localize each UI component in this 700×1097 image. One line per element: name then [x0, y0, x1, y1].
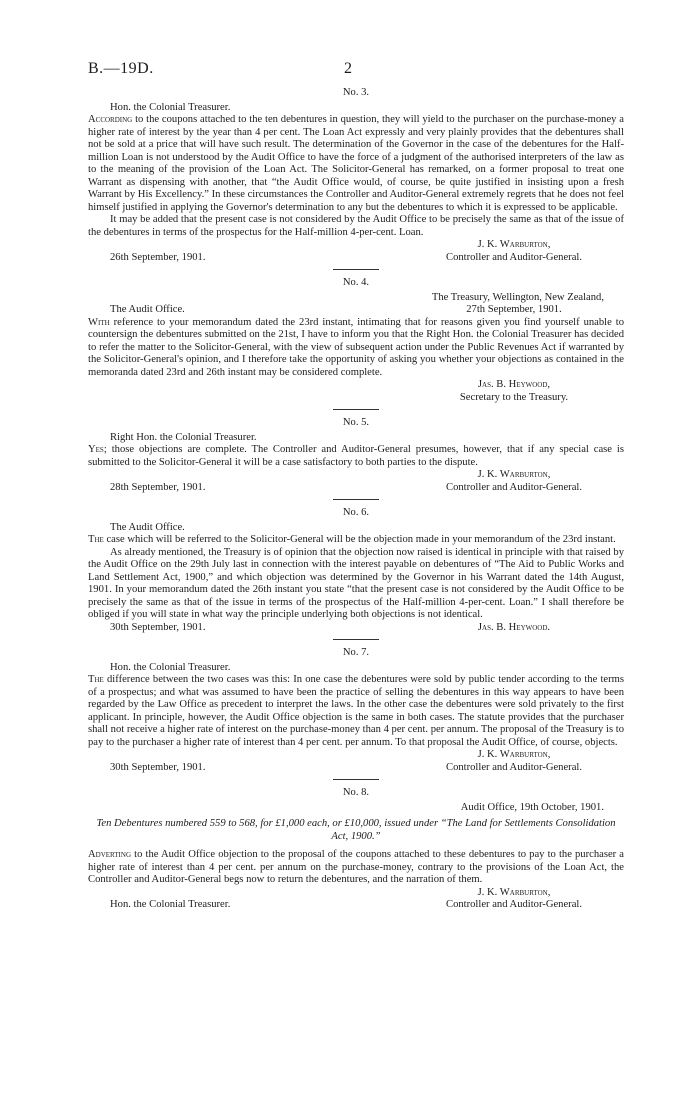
section-no-6: [88, 507, 624, 640]
section-no-3: [88, 87, 624, 270]
signature-block: [88, 622, 624, 635]
page-number: 2: [344, 60, 352, 77]
section-no-8: [88, 787, 624, 912]
section-divider: [333, 499, 379, 500]
section-divider: [333, 779, 379, 780]
signer-name: Jas. B. Heywood,: [477, 379, 551, 390]
signer-name: J. K. Warburton,: [477, 239, 551, 250]
addressee: Hon. the Colonial Treasurer.: [110, 101, 231, 113]
paragraph: [88, 114, 624, 214]
signer-title: Controller and Auditor-General.: [446, 899, 582, 910]
section-divider: [333, 269, 379, 270]
signer-title: Controller and Auditor-General.: [446, 251, 582, 263]
signer-title: Secretary to the Treasury.: [459, 391, 569, 403]
paragraph-text: to the coupons attached to the ten debentures in question, they will yield to the purchaser on the purchase-money a higher rate of interest by the year than 4 per cent. The Loan Act expressly and very plainly provides that the debentures shall not be sold at a price that will have such result. The determination of the Governor in the case of the debentures for the Half-million Loan is not understood by the Audit Office to have the force of a judgment of the authorised interpreters of the law as to the meaning of the provision of the Loan Act. The Solicitor-General has remarked, on a former proposal to treat one Warrant as dispensing with another, that “the Audit Office would, of course, be quite justified in insisting upon a fresh Warrant by His Excellency.” In these circumstances the Controller and Auditor-General extremely regrets that he does not feel himself justified in applying the Governor's determination to any but the debentures to which it is expressed to be applicable.: [88, 114, 624, 213]
document-body: [88, 86, 624, 912]
section-number: No. 4.: [342, 277, 370, 288]
place-date-line: Audit Office, 19th October, 1901.: [460, 801, 604, 813]
lead-word: Yes: [88, 444, 104, 455]
date-line: 30th September, 1901.: [110, 761, 206, 773]
paragraph-text: case which will be referred to the Solicitor-General will be the objection made in your memorandum of the 23rd instant.: [106, 534, 616, 545]
signer-name: J. K. Warburton,: [477, 469, 551, 480]
lead-word: Adverting: [88, 849, 132, 860]
section-divider: [333, 409, 379, 410]
addressee: The Audit Office.: [110, 304, 185, 315]
paragraph: As already mentioned, the Treasury is of opinion that the objection now raised is identical in principle with that raised by the Audit Office on the 29th July last in connection with the interest payable on debentures of “The Aid to Public Works and Land Settlement Act, 1900,” and which objection was determined by the Governor in his Warrant dated the 14th August, 1901. In your memorandum dated the 26th instant you state “that the present case is not considered by the Audit Office to be precisely the same as that of the issue in terms of the prospectus of the Half-million 4-per-cent. Loan.” I shall therefore be obliged if you will state in what way the principle underlying both objections is not identical.: [88, 546, 624, 620]
place-line: The Treasury, Wellington, New Zealand,: [431, 291, 604, 303]
section-number: No. 7.: [342, 647, 370, 658]
signer-title: Controller and Auditor-General.: [446, 761, 582, 773]
addressee: Hon. the Colonial Treasurer.: [110, 661, 231, 673]
page-header: [88, 60, 628, 80]
section-no-7: [88, 647, 624, 780]
memo-title: Ten Debentures numbered 559 to 568, for £1,000 each, or £10,000, issued under “The Land for Settlements Consolidation Act, 1900.”: [96, 818, 616, 842]
paragraph: [88, 674, 624, 749]
signer-name: J. K. Warburton,: [477, 749, 551, 760]
paragraph: [88, 444, 624, 469]
document-reference: B.—19D.: [88, 60, 154, 77]
paragraph: [88, 849, 624, 887]
date-line: 30th September, 1901.: [110, 621, 206, 633]
signature-block: [88, 749, 624, 774]
date-line: 28th September, 1901.: [110, 481, 206, 493]
lead-word: The: [88, 674, 104, 685]
addressee: The Audit Office.: [110, 521, 185, 533]
addressee: Right Hon. the Colonial Treasurer.: [110, 431, 257, 443]
section-no-5: [88, 417, 624, 500]
lead-word: With: [88, 316, 110, 328]
addressee: Hon. the Colonial Treasurer.: [110, 899, 231, 910]
paragraph-text: difference between the two cases was this: In one case the debentures were sold by public tender according to the terms of a prospectus; and what was assumed to have been the practice of selling the debentures in this way appears to have been regarded by the Law Office as precedent to interpret the laws. In the other case the debentures were sold privately to the first applicant. In principle, however, the Audit Office objection is the same in both cases. The statute provides that the purchaser shall not receive a higher rate of interest on the purchase-money than 4 per cent. per annum. The proposal of the Treasury is to pay to the purchaser a higher rate of interest than 4 per cent. per annum. To that proposal the Audit Office, of course, objects.: [88, 674, 624, 748]
signer-title: Controller and Auditor-General.: [446, 481, 582, 493]
lead-word: The: [88, 534, 104, 545]
signer-name: J. K. Warburton,: [477, 886, 551, 898]
section-divider: [333, 639, 379, 640]
signature-block: [88, 239, 624, 264]
paragraph-text: reference to your memorandum dated the 23rd instant, intimating that for reasons given you find yourself unable to countersign the debentures submitted on the 21st, I have to inform you that the Right Hon. the Colonial Treasurer has decided to refer the matter to the Solicitor-General, with the view of subsequent action under the Public Revenues Act if warranted by the Solicitor-General's opinion, and I therefore take the opportunity of asking you whether your objections as contained in the memoranda dated 23rd and 26th instant may be considered complete.: [88, 316, 624, 378]
paragraph-text: to the Audit Office objection to the proposal of the coupons attached to these debentures to pay to the purchaser a higher rate of interest than 4 per cent. per annum on the purchase-money, contrary to the provisions of the Loan Act, the Controller and Auditor-General begs now to return the debentures, and the narration of them.: [88, 849, 625, 885]
date-line: 27th September, 1901.: [466, 304, 562, 315]
section-number: No. 6.: [342, 507, 370, 518]
signer-name: Jas. B. Heywood.: [477, 621, 551, 633]
paragraph-text: ; those objections are complete. The Controller and Auditor-General presumes, however, that if any special case is submitted to the Solicitor-General it will be a case satisfactory to both parties to the dispute.: [88, 444, 624, 468]
section-number: No. 5.: [342, 417, 370, 428]
paragraph: [88, 317, 624, 380]
signature-block: [88, 379, 624, 404]
paragraph: [88, 534, 624, 547]
section-no-4: [88, 277, 624, 410]
section-number: No. 3.: [342, 87, 370, 98]
signature-block: [88, 469, 624, 494]
signature-block: [88, 887, 624, 912]
date-line: 26th September, 1901.: [110, 251, 206, 263]
section-number: No. 8.: [342, 787, 370, 798]
paragraph: It may be added that the present case is not considered by the Audit Office to be precisely the same as that of the issue of the debentures in terms of the prospectus for the Half-million 4-per-cent. Loan.: [88, 214, 624, 238]
lead-word: According: [88, 114, 133, 125]
